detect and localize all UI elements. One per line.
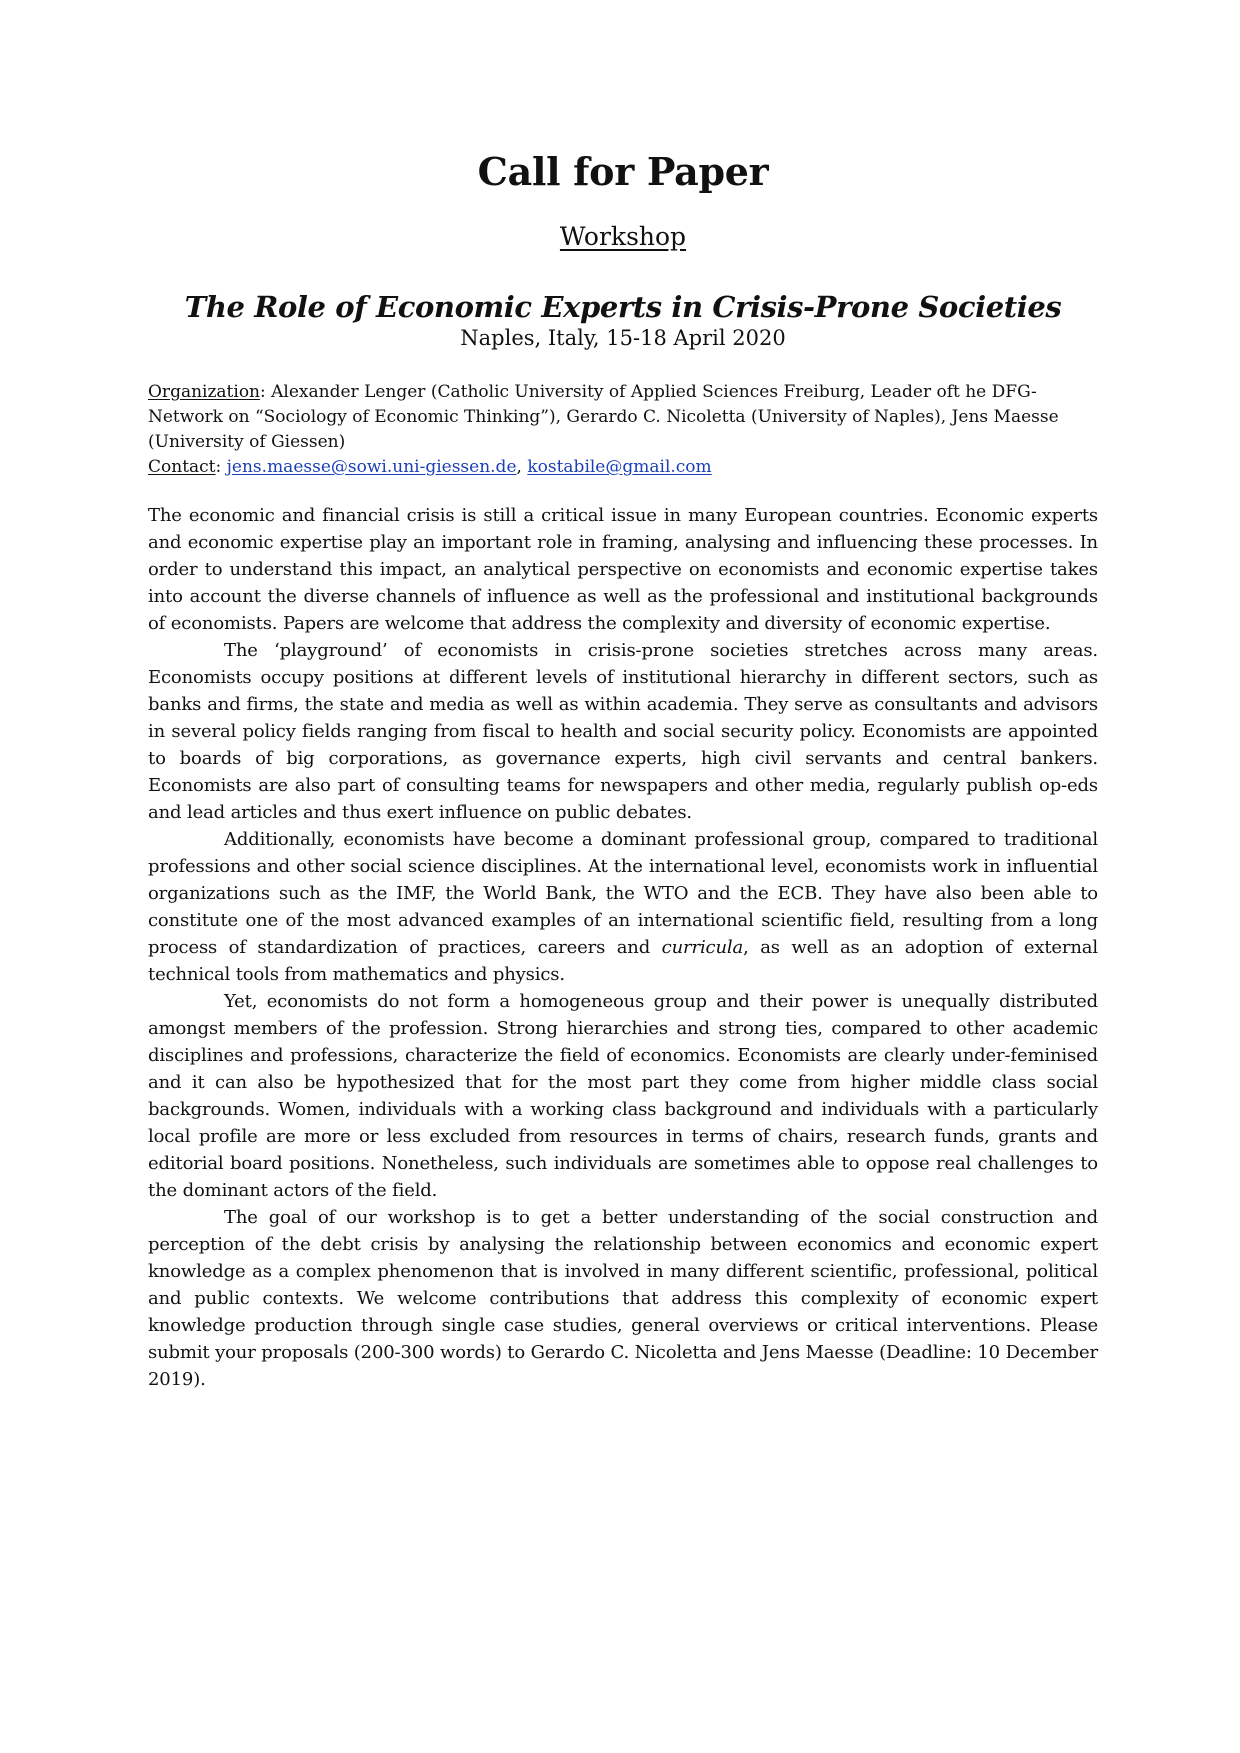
paragraph-3 [148, 826, 1098, 988]
paragraph-3-italic: curricula [661, 936, 744, 958]
meta-block [148, 380, 1098, 480]
document-page [148, 150, 1098, 1393]
contact-email-link-2[interactable]: kostabile@gmail.com [527, 456, 712, 477]
contact-separator: : [215, 456, 227, 477]
organization-label: Organization [148, 381, 261, 402]
paragraph-4: Yet, economists do not form a homogeneous group and their power is unequally distributed amongst members of the profession. Strong hierarchies and strong ties, compared to other academic disciplines and professions, characterize the field of economics. Economists are clearly under-feminised and it can also be hypothesized that for the most part they come from higher middle class social backgrounds. Women, individuals with a working class background and individuals with a particularly local profile are more or less excluded from resources in terms of chairs, research funds, grants and editorial board positions. Nonetheless, such individuals are sometimes able to oppose real challenges to the dominant actors of the field. [148, 990, 1098, 1201]
body-text [148, 502, 1098, 1393]
paragraph-5: The goal of our workshop is to get a better understanding of the social construction and perception of the debt crisis by analysing the relationship between economics and economic expert knowledge as a complex phenomenon that is involved in many different scientific, professional, political and public contexts. We welcome contributions that address this complexity of economic expert knowledge production through single case studies, general overviews or critical interventions. Please submit your proposals (200-300 words) to Gerardo C. Nicoletta and Jens Maesse (Deadline: 10 December 2019). [148, 1206, 1098, 1390]
paragraph-3-part-2: , as well as an adoption of external technical tools from mathematics and physics. [148, 936, 1098, 985]
event-place-date: Naples, Italy, 15-18 April 2020 [460, 326, 786, 351]
contact-email-link-1[interactable]: jens.maesse@sowi.uni-giessen.de [226, 456, 517, 477]
document-subtitle: Workshop [559, 221, 687, 251]
document-title: Call for Paper [477, 149, 769, 194]
paragraph-1: The economic and financial crisis is still a critical issue in many European countries. Economic experts and economic expertise play an important role in framing, analysing and influencing these processes. In order to understand this impact, an analytical perspective on economists and economic expertise takes into account the diverse channels of influence as well as the professional and institutional backgrounds of economists. Papers are welcome that address the complexity and diversity of economic expertise. [148, 504, 1098, 634]
paragraph-2: The ‘playground’ of economists in crisis-prone societies stretches across many areas. Economists occupy positions at different levels of institutional hierarchy in different sectors, such as banks and firms, the state and media as well as within academia. They serve as consultants and advisors in several policy fields ranging from fiscal to health and social security policy. Economists are appointed to boards of big corporations, as governance experts, high civil servants and central bankers. Economists are also part of consulting teams for newspapers and other media, regularly publish op-eds and lead articles and thus exert influence on public debates. [148, 639, 1098, 823]
contact-line [148, 455, 1098, 480]
organization-line [148, 380, 1098, 455]
organization-text: : Alexander Lenger (Catholic University of Applied Sciences Freiburg, Leader oft he DFG-Network on “Sociology of Economic Thinking”), Gerardo C. Nicoletta (University of Naples), Jens Maesse (University of Giessen) [148, 381, 1059, 452]
paragraph-3-part-1: Additionally, economists have become a dominant professional group, compared to traditional professions and other social science disciplines. At the international level, economists work in influential organizations such as the IMF, the World Bank, the WTO and the ECB. They have also been able to constitute one of the most advanced examples of an international scientific field, resulting from a long process of standardization of practices, careers and [148, 828, 1098, 958]
event-title: The Role of Economic Experts in Crisis-Prone Societies [184, 289, 1062, 324]
contact-comma: , [516, 456, 528, 477]
contact-label: Contact [148, 456, 216, 477]
